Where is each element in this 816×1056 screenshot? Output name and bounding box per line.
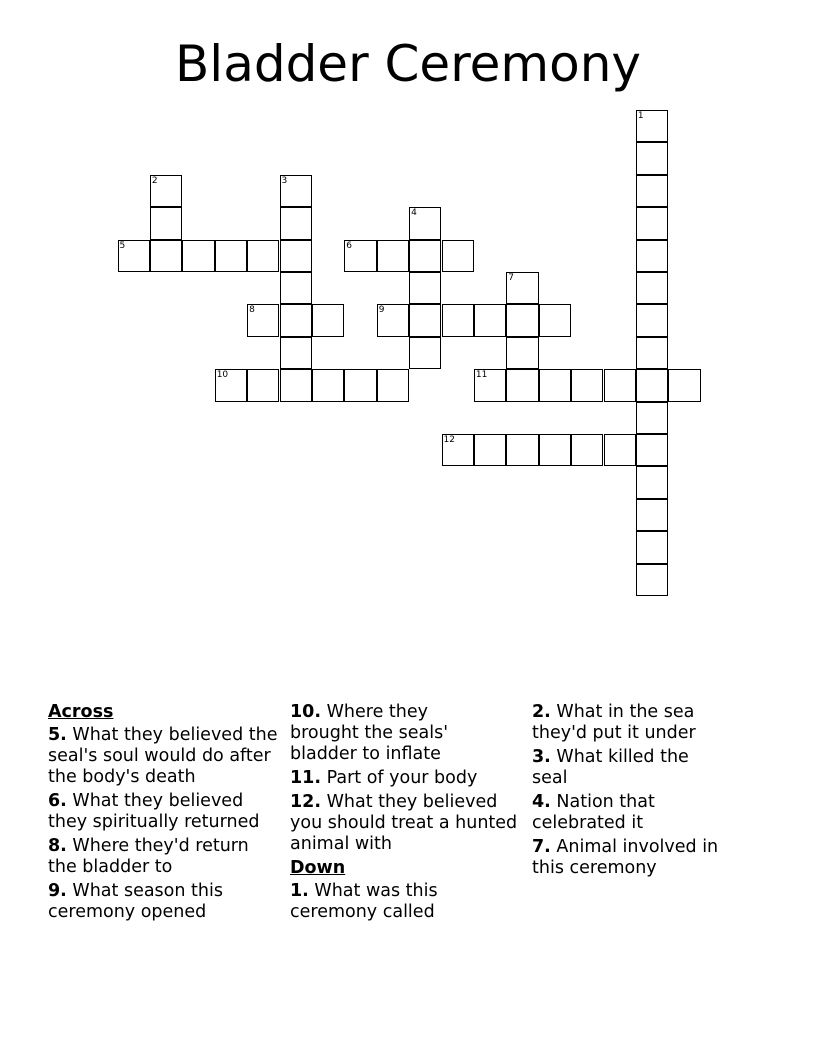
grid-cell[interactable] [636,531,668,563]
clue-down-7 [532,837,742,879]
clue-number: 12. [290,792,322,812]
grid-cell[interactable] [442,304,474,336]
grid-cell[interactable] [636,434,668,466]
clue-across-6 [48,791,283,833]
grid-cell[interactable] [636,369,668,401]
cell-number: 6 [346,240,353,251]
clue-number: 8. [48,836,67,856]
grid-cell[interactable] [506,369,538,401]
cell-number: 5 [119,240,126,251]
grid-cell[interactable] [604,434,636,466]
grid-cell[interactable] [409,240,441,272]
grid-cell[interactable] [636,337,668,369]
grid-cell[interactable] [247,240,279,272]
cell-number: 3 [281,175,288,186]
clue-down-4 [532,792,712,834]
clue-across-8 [48,836,263,878]
clue-text: What they believed they spiritually returned [48,791,260,832]
clue-number: 11. [290,768,322,788]
grid-cell[interactable] [312,369,344,401]
grid-cell[interactable] [668,369,700,401]
clues-column-3 [532,702,742,882]
grid-cell[interactable] [539,434,571,466]
grid-cell[interactable] [280,272,312,304]
grid-cell[interactable] [636,175,668,207]
grid-cell[interactable] [571,434,603,466]
clue-text: Animal involved in this ceremony [532,837,719,878]
grid-cell[interactable] [409,207,441,239]
down-heading: Down [290,858,346,878]
clue-text: What killed the seal [532,747,689,788]
grid-cell[interactable] [215,240,247,272]
clue-across-11 [290,768,522,789]
cell-number: 7 [508,273,515,283]
grid-cell[interactable] [409,304,441,336]
clues-column-1 [48,702,283,926]
clue-number: 10. [290,702,322,722]
clue-text: What season this ceremony opened [48,881,223,922]
clue-text: What was this ceremony called [290,881,438,922]
clue-number: 5. [48,725,67,745]
clue-text: What they believed the seal's soul would do after the body's death [48,725,278,787]
clue-text: Part of your body [326,768,478,788]
grid-cell[interactable] [636,402,668,434]
grid-cell[interactable] [377,240,409,272]
grid-cell[interactable] [506,272,538,304]
grid-cell[interactable] [539,304,571,336]
cell-number: 10 [216,370,229,381]
cell-number: 4 [411,208,417,219]
cell-number: 9 [378,305,385,316]
grid-cell[interactable] [377,304,409,336]
clue-text: What they believed you should treat a hunted animal with [290,792,518,854]
clue-text: Where they'd return the bladder to [48,836,249,877]
grid-cell[interactable] [636,110,668,142]
clue-across-5 [48,725,283,788]
clue-across-9 [48,881,248,923]
grid-cell[interactable] [604,369,636,401]
grid-cell[interactable] [344,369,376,401]
clue-down-3 [532,747,722,789]
clue-text: What in the sea they'd put it under [532,702,696,743]
grid-cell[interactable] [539,369,571,401]
grid-cell[interactable] [506,337,538,369]
grid-cell[interactable] [636,142,668,174]
grid-cell[interactable] [474,369,506,401]
grid-cell[interactable] [182,240,214,272]
clue-text: Nation that celebrated it [532,792,655,833]
grid-cell[interactable] [636,304,668,336]
grid-cell[interactable] [150,207,182,239]
grid-cell[interactable] [377,369,409,401]
grid-cell[interactable] [474,304,506,336]
grid-cell[interactable] [312,304,344,336]
clue-across-10 [290,702,465,765]
clue-text: Where they brought the seals' bladder to inflate [290,702,449,764]
grid-cell[interactable] [474,434,506,466]
grid-cell[interactable] [506,434,538,466]
grid-cell[interactable] [506,304,538,336]
grid-cell[interactable] [247,369,279,401]
clue-down-1 [290,881,465,923]
grid-cell[interactable] [118,240,150,272]
clue-number: 2. [532,702,551,722]
grid-cell[interactable] [280,304,312,336]
cell-number: 1 [637,111,644,121]
grid-cell[interactable] [280,240,312,272]
clues-column-2 [290,702,522,926]
cell-number: 2 [151,175,158,186]
cell-number: 11 [475,370,488,381]
grid-cell[interactable] [280,175,312,207]
grid-cell[interactable] [571,369,603,401]
clue-number: 1. [290,881,309,901]
clue-down-2 [532,702,742,744]
puzzle-title: Bladder Ceremony [175,35,641,93]
grid-cell[interactable] [280,369,312,401]
grid-cell[interactable] [442,240,474,272]
grid-cell[interactable] [409,337,441,369]
grid-cell[interactable] [636,499,668,531]
clue-number: 3. [532,747,551,767]
across-heading: Across [48,702,114,722]
grid-cell[interactable] [636,272,668,304]
grid-cell[interactable] [442,434,474,466]
grid-cell[interactable] [344,240,376,272]
grid-cell[interactable] [280,207,312,239]
cell-number: 12 [443,435,455,445]
clue-number: 7. [532,837,551,857]
grid-cell[interactable] [636,564,668,596]
grid-cell[interactable] [280,337,312,369]
grid-cell[interactable] [636,207,668,239]
grid-cell[interactable] [150,175,182,207]
clue-number: 9. [48,881,67,901]
cell-number: 8 [249,305,255,316]
clue-number: 6. [48,791,67,811]
clue-number: 4. [532,792,551,812]
grid-cell[interactable] [215,369,247,401]
grid-cell[interactable] [636,240,668,272]
clue-across-12 [290,792,522,855]
grid-cell[interactable] [247,304,279,336]
grid-cell[interactable] [150,240,182,272]
grid-cell[interactable] [636,466,668,498]
grid-cell[interactable] [409,272,441,304]
